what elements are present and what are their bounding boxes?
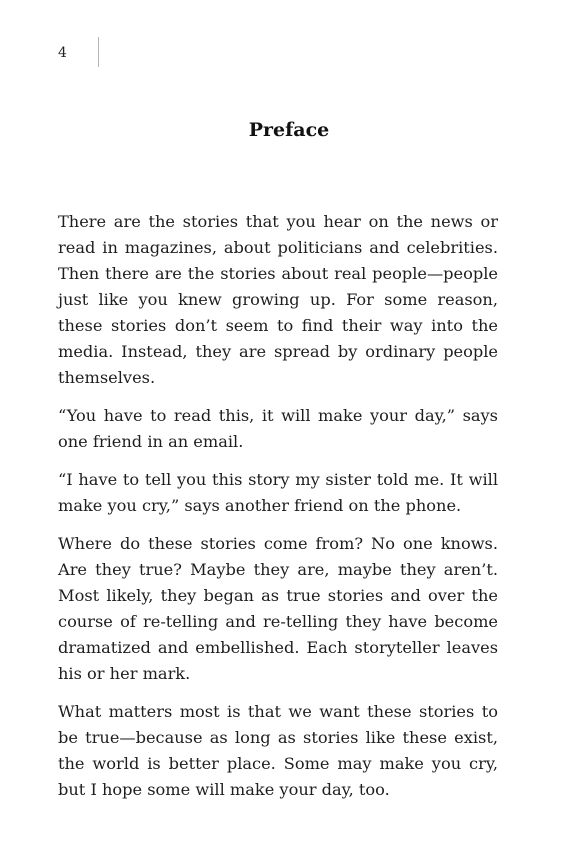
paragraph: What matters most is that we want these stories to be true—because as long as stories like these exist, the world is better place. Some may make you cry, but I hope some will make your day, too. (58, 702, 498, 799)
paragraph: There are the stories that you hear on the news or read in magazines, about politicians and celebrities. Then there are the stories about real people—people just like you knew growing up. For some reason, these stories don’t seem to find their way into the media. Instead, they are spread by ordinary people themselves. (58, 212, 498, 387)
paragraph: Where do these stories come from? No one knows. Are they true? Maybe they are, maybe they aren’t. Most likely, they began as true stories and over the course of re-telling and re-telling they have become dramatized and embellished. Each storyteller leaves his or her mark. (58, 534, 498, 683)
paragraph: “You have to read this, it will make your day,” says one friend in an email. (58, 406, 498, 451)
paragraph: “I have to tell you this story my sister told me. It will make you cry,” says another friend on the phone. (58, 470, 498, 515)
page-number: 4 (58, 45, 67, 61)
chapter-title: Preface (248, 119, 330, 141)
body-text (58, 209, 498, 815)
header-divider (98, 37, 99, 67)
